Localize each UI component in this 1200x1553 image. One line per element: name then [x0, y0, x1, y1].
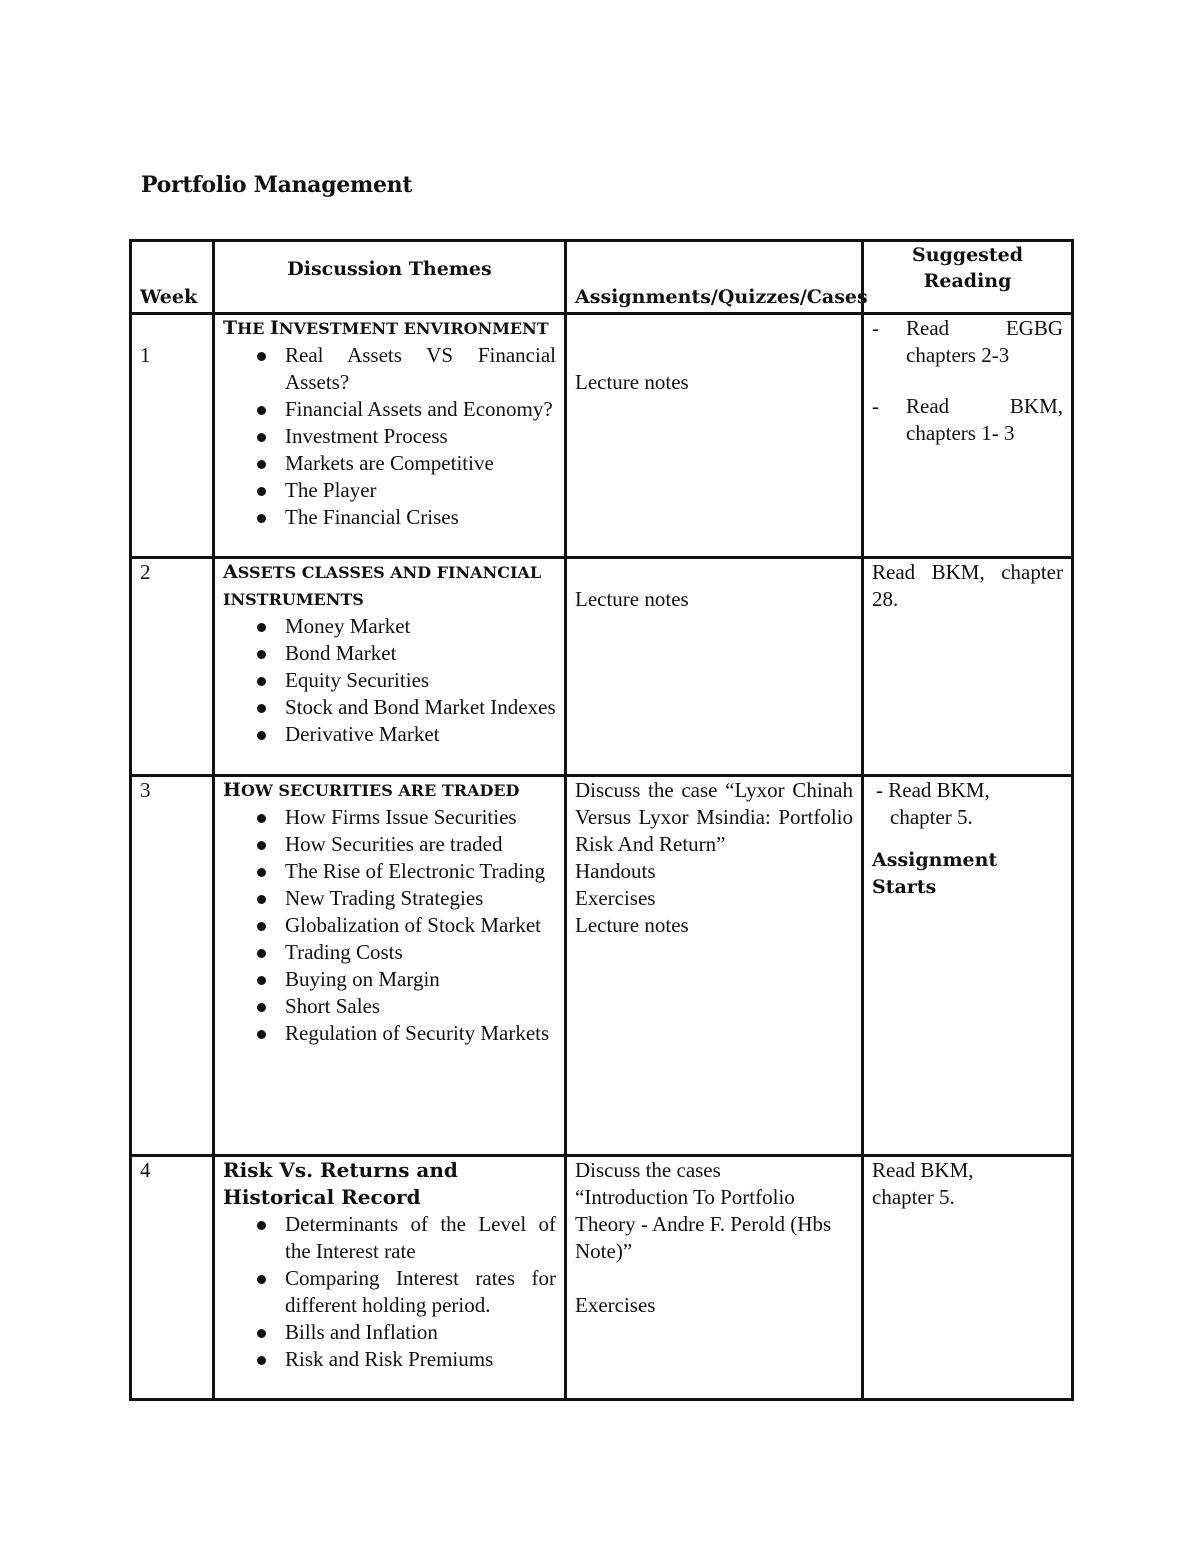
assignment-starts-line1: Assignment	[872, 849, 998, 871]
theme-title: HOW SECURITIES ARE TRADED	[223, 779, 520, 801]
week-cell	[131, 558, 214, 776]
list-item: The Financial Crises	[223, 504, 556, 531]
bullet-icon	[257, 841, 266, 850]
list-item: Financial Assets and Economy?	[223, 396, 556, 423]
table-row-week-1	[131, 314, 1073, 558]
week-number: 3	[140, 778, 151, 802]
themes-cell	[214, 558, 566, 776]
bullet-icon	[257, 868, 266, 877]
bullet-icon	[257, 352, 266, 361]
assignment-item: Exercises	[575, 886, 656, 910]
reading-cell	[863, 558, 1073, 776]
week-cell	[131, 314, 214, 558]
themes-cell	[214, 776, 566, 1156]
bullet-icon	[257, 1356, 266, 1365]
topic-list	[223, 1211, 556, 1373]
header-assignments: Assignments/Quizzes/Cases	[566, 241, 863, 314]
bullet-icon	[257, 731, 266, 740]
table-row-week-3	[131, 776, 1073, 1156]
course-schedule-table	[129, 239, 1074, 1401]
reading-text: - Read BKM,	[876, 778, 990, 802]
assignment-starts-line2: Starts	[872, 876, 937, 898]
week-number: 1	[140, 343, 151, 367]
bullet-icon	[257, 1030, 266, 1039]
bullet-icon	[257, 1275, 266, 1284]
assignment-text: Lecture notes	[575, 370, 689, 394]
bullet-icon	[257, 487, 266, 496]
list-item: Investment Process	[223, 423, 556, 450]
list-item: Real Assets VS Financial Assets?	[223, 342, 556, 396]
header-reading-line2: Reading	[923, 270, 1012, 292]
topic-list	[223, 804, 556, 1047]
table-row-week-4	[131, 1156, 1073, 1400]
bullet-icon	[257, 1003, 266, 1012]
theme-title: Risk Vs. Returns and Historical Record	[223, 1158, 458, 1209]
reading-cell	[863, 314, 1073, 558]
assignment-item: Lecture notes	[575, 913, 689, 937]
bullet-icon	[257, 814, 266, 823]
bullet-icon	[257, 922, 266, 931]
themes-cell	[214, 314, 566, 558]
list-item: The Player	[223, 477, 556, 504]
bullet-icon	[257, 460, 266, 469]
bullet-icon	[257, 1329, 266, 1338]
list-item: Bills and Inflation	[223, 1319, 556, 1346]
bullet-icon	[257, 895, 266, 904]
list-item: Stock and Bond Market Indexes	[223, 694, 556, 721]
list-item: The Rise of Electronic Trading	[223, 858, 556, 885]
bullet-icon	[257, 514, 266, 523]
list-item: Buying on Margin	[223, 966, 556, 993]
list-item: Trading Costs	[223, 939, 556, 966]
topic-list	[223, 342, 556, 531]
reading-item: - Read BKM, chapters 1- 3	[872, 394, 1063, 445]
list-item: Regulation of Security Markets	[223, 1020, 556, 1047]
week-number: 4	[140, 1158, 151, 1182]
document-title: Portfolio Management	[141, 172, 413, 198]
bullet-icon	[257, 406, 266, 415]
reading-text-line2: chapter 5.	[890, 805, 973, 829]
theme-title: ASSETS CLASSES AND FINANCIAL INSTRUMENTS	[223, 561, 542, 609]
bullet-icon	[257, 704, 266, 713]
header-week: Week	[131, 241, 214, 314]
list-item: Equity Securities	[223, 667, 556, 694]
assignments-cell	[566, 558, 863, 776]
assignments-cell	[566, 776, 863, 1156]
reading-item: - Read EGBG chapters 2-3	[872, 316, 1063, 367]
bullet-icon	[257, 677, 266, 686]
assignment-case-text: “Introduction To Portfolio Theory - Andre F. Perold (Hbs Note)”	[575, 1185, 832, 1263]
header-reading-line1: Suggested	[911, 244, 1024, 266]
table-row-week-2	[131, 558, 1073, 776]
bullet-icon	[257, 433, 266, 442]
bullet-icon	[257, 949, 266, 958]
header-suggested-reading	[863, 241, 1073, 314]
bullet-icon	[257, 976, 266, 985]
reading-text-line2: chapter 5.	[872, 1185, 955, 1209]
themes-cell	[214, 1156, 566, 1400]
list-item: Money Market	[223, 613, 556, 640]
list-item: Short Sales	[223, 993, 556, 1020]
list-item: How Securities are traded	[223, 831, 556, 858]
list-item: Risk and Risk Premiums	[223, 1346, 556, 1373]
list-item: Determinants of the Level of the Interest rate	[223, 1211, 556, 1265]
assignment-item: Handouts	[575, 859, 656, 883]
assignment-text: Lecture notes	[575, 587, 689, 611]
list-item: Derivative Market	[223, 721, 556, 748]
week-number: 2	[140, 560, 151, 584]
list-item: New Trading Strategies	[223, 885, 556, 912]
reading-text: Read BKM,	[872, 1158, 974, 1182]
list-item: Globalization of Stock Market	[223, 912, 556, 939]
assignments-cell	[566, 314, 863, 558]
reading-text: Read BKM, chapter 28.	[872, 560, 1063, 611]
assignment-text: Discuss the cases	[575, 1158, 721, 1182]
list-item: Markets are Competitive	[223, 450, 556, 477]
topic-list	[223, 613, 556, 748]
reading-cell	[863, 776, 1073, 1156]
reading-cell	[863, 1156, 1073, 1400]
assignments-cell	[566, 1156, 863, 1400]
bullet-icon	[257, 623, 266, 632]
header-discussion-themes: Discussion Themes	[214, 241, 566, 314]
list-item: Bond Market	[223, 640, 556, 667]
week-cell	[131, 776, 214, 1156]
table-header-row	[131, 241, 1073, 314]
assignment-item: Exercises	[575, 1293, 656, 1317]
week-cell	[131, 1156, 214, 1400]
bullet-icon	[257, 1221, 266, 1230]
list-item: Comparing Interest rates for different holding period.	[223, 1265, 556, 1319]
theme-title: THE INVESTMENT ENVIRONMENT	[223, 317, 549, 339]
list-item: How Firms Issue Securities	[223, 804, 556, 831]
bullet-icon	[257, 650, 266, 659]
assignment-case-text: Discuss the case “Lyxor Chinah Versus Lyxor Msindia: Portfolio Risk And Return”	[575, 778, 853, 856]
